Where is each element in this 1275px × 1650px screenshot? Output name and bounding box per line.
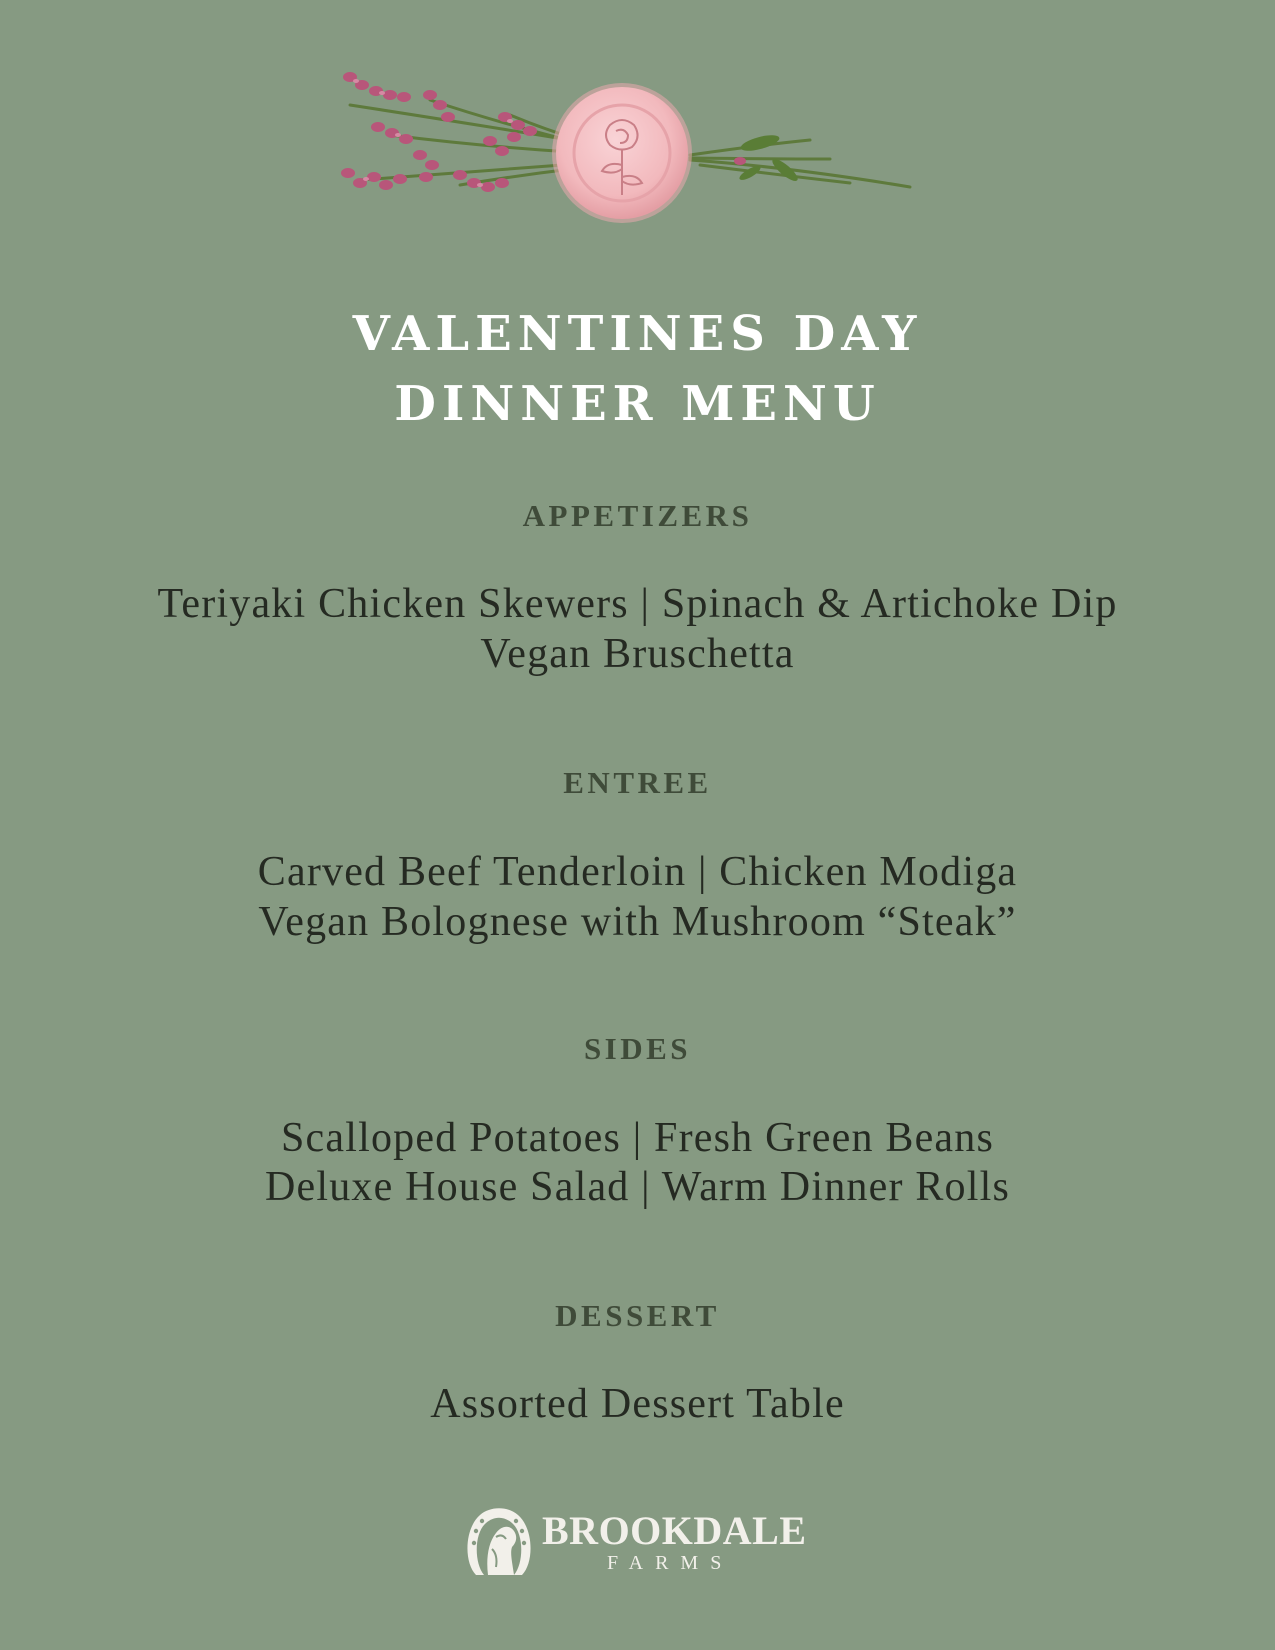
entree-line-2: Vegan Bolognese with Mushroom “Steak” bbox=[258, 899, 1017, 945]
lavender-sprig-wax-seal-icon bbox=[330, 55, 970, 245]
dessert-line-1: Assorted Dessert Table bbox=[430, 1381, 845, 1427]
horse-horseshoe-icon bbox=[462, 1503, 536, 1583]
appetizers-line-2: Vegan Bruschetta bbox=[480, 631, 795, 677]
sides-line-2: Deluxe House Salad | Warm Dinner Rolls bbox=[264, 1164, 1011, 1210]
title-line-2: DINNER MENU bbox=[394, 376, 881, 432]
title-line-1: VALENTINES DAY bbox=[352, 306, 923, 362]
section-heading-appetizers: APPETIZERS bbox=[522, 498, 753, 533]
section-heading-sides: SIDES bbox=[583, 1031, 692, 1066]
appetizers-line-1: Teriyaki Chicken Skewers | Spinach & Artichoke Dip bbox=[157, 581, 1118, 627]
section-heading-dessert: DESSERT bbox=[555, 1298, 720, 1333]
sides-line-1: Scalloped Potatoes | Fresh Green Beans bbox=[280, 1115, 995, 1161]
brookdale-farms-logo bbox=[462, 1503, 814, 1583]
brand-subtitle: FARMS bbox=[607, 1552, 734, 1574]
entree-line-1: Carved Beef Tenderloin | Chicken Modiga bbox=[257, 849, 1018, 895]
brand-name: BROOKDALE bbox=[542, 1508, 807, 1553]
section-heading-entree: ENTREE bbox=[563, 765, 712, 800]
